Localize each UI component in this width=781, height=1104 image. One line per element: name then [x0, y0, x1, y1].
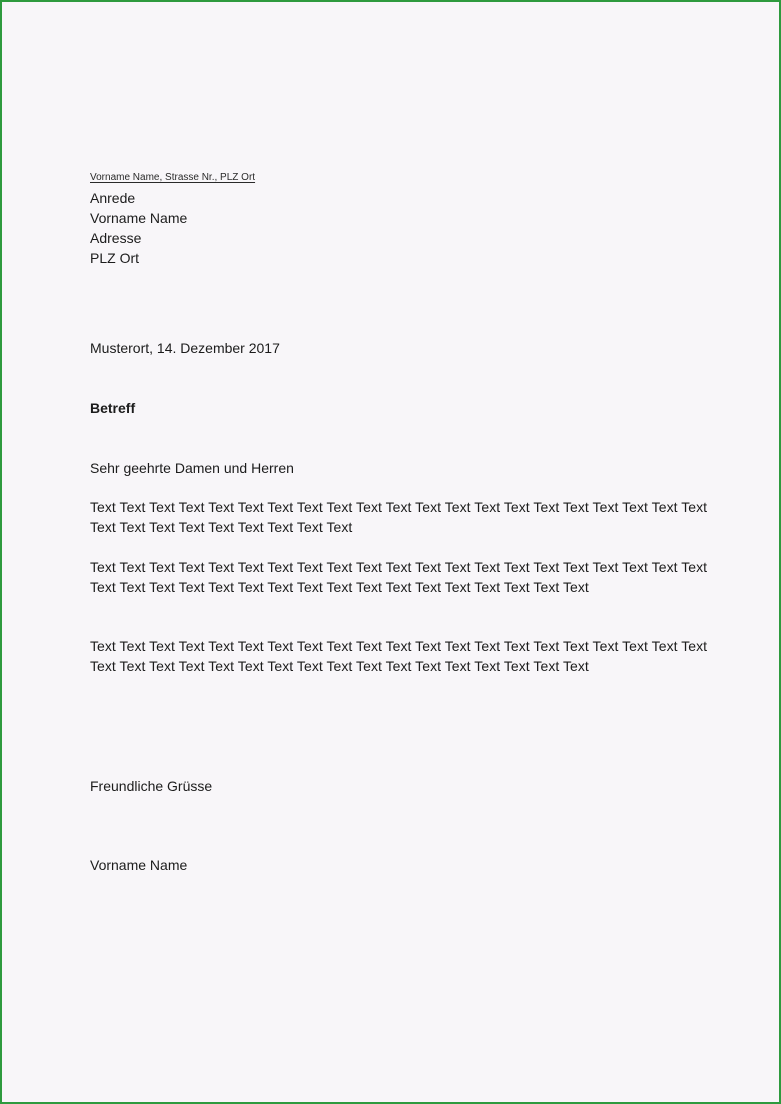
letter-closing: Freundliche Grüsse — [90, 778, 213, 794]
letter-date: Musterort, 14. Dezember 2017 — [90, 340, 280, 356]
sender-address-line: Vorname Name, Strasse Nr., PLZ Ort — [90, 172, 256, 183]
letter-signature: Vorname Name — [90, 857, 188, 873]
letter-subject: Betreff — [90, 400, 136, 416]
recipient-address: Adresse — [90, 230, 142, 246]
body-paragraph-3: Text Text Text Text Text Text Text Text Text Text Text Text Text Text Text Text Text Text Text Text Text Text Text Text Text Text Text Text Text Text Text Text Text Text Text Text Text Text — [90, 638, 708, 674]
recipient-block — [90, 188, 187, 268]
letter-salutation: Sehr geehrte Damen und Herren — [90, 460, 294, 476]
recipient-salutation-title: Anrede — [90, 190, 136, 206]
recipient-city: PLZ Ort — [90, 250, 140, 266]
body-paragraph-2: Text Text Text Text Text Text Text Text Text Text Text Text Text Text Text Text Text Text Text Text Text Text Text Text Text Text Text Text Text Text Text Text Text Text Text Text Text Text — [90, 559, 708, 595]
body-paragraph-1: Text Text Text Text Text Text Text Text Text Text Text Text Text Text Text Text Text Text Text Text Text Text Text Text Text Text Text Text Text Text — [90, 499, 708, 535]
recipient-name: Vorname Name — [90, 210, 188, 226]
